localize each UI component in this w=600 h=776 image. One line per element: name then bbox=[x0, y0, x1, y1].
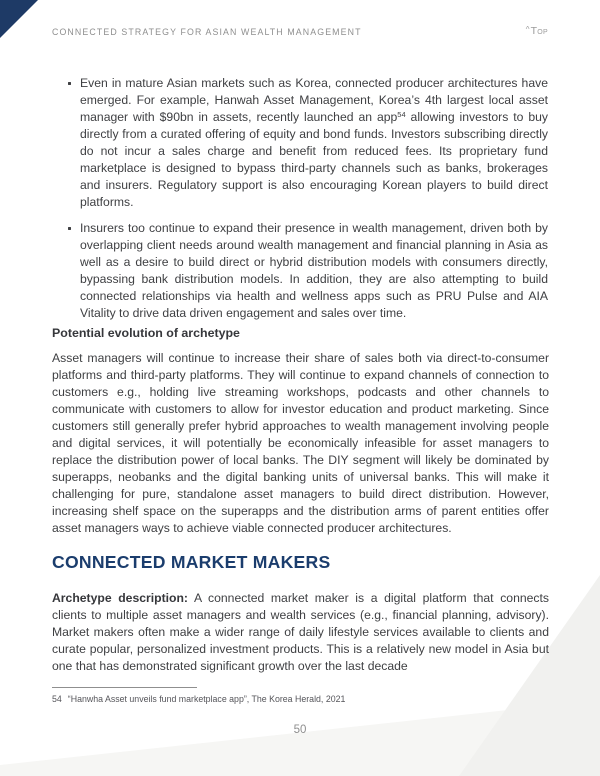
running-header-title: CONNECTED STRATEGY FOR ASIAN WEALTH MANAGEMENT bbox=[52, 27, 362, 37]
body-paragraph bbox=[52, 590, 549, 675]
footnote-reference: 54 bbox=[397, 110, 406, 119]
footnote-text: “Hanwha Asset unveils fund marketplace app”, The Korea Herald, 2021 bbox=[67, 694, 346, 704]
footnote-number: 54 bbox=[52, 694, 62, 704]
back-to-top-link[interactable] bbox=[526, 25, 548, 37]
list-item bbox=[68, 220, 548, 322]
corner-accent-triangle bbox=[0, 0, 38, 38]
bullet-text: Even in mature Asian markets such as Korea, connected producer architectures have emerged. For example, Hanwah Asset Management, Korea’s 4th largest local asset manager with $90bn in assets, recently launched an app bbox=[80, 76, 548, 124]
paragraph-text: A connected market maker is a digital platform that connects clients to multiple asset managers and wealth services (e.g., financial planning, advisory). Market makers often make a wider range of daily lifestyle services available to clients and curate popular, personalized investment products. This is a relatively new model in Asia but one that has demonstrated significant growth over the last decade bbox=[52, 591, 549, 673]
bullet-list bbox=[68, 75, 548, 331]
footnote-divider bbox=[52, 687, 197, 688]
bullet-icon bbox=[68, 82, 71, 85]
bullet-text: Insurers too continue to expand their presence in wealth management, driven both by overlapping client needs around wealth management and financial planning in Asia as well as a desire to build direct or hybrid distribution models with consumers directly, bypassing bank distribution models. In addition, they are also attempting to build connected relationships via health and wellness apps such as PRU Pulse and AIA Vitality to drive data driven engagement and sales over time. bbox=[80, 221, 548, 320]
page-number: 50 bbox=[293, 724, 307, 736]
bullet-text: allowing investors to buy directly from a curated offering of equity and bond funds. Investors subscribing directly do not incur a sales charge and benefit from reduced fees. Its proprietary fund marketplace is designed to bypass third-party channels such as banks, brokerages and insurers. Regulatory support is also encouraging Korean players to build direct platforms. bbox=[80, 110, 548, 209]
subsection-heading: Potential evolution of archetype bbox=[52, 326, 240, 340]
section-heading: CONNECTED MARKET MAKERS bbox=[52, 552, 331, 572]
footnote bbox=[52, 694, 512, 704]
paragraph-lead-in: Archetype description: bbox=[52, 591, 188, 605]
caret-up-icon: ^ bbox=[525, 25, 530, 34]
body-paragraph: Asset managers will continue to increase their share of sales both via direct-to-consumer platforms and third-party platforms. They will continue to expand channels of connection to customers e.g., holding live streaming workshops, podcasts and other channels to communicate with customers to allow for investor education and product marketing. Since customers still generally prefer hybrid approaches to wealth management involving people and digital services, it will potentially be economically infeasible for asset managers to replace the distribution power of local banks. The DIY segment will likely be dominated by superapps, neobanks and the digital banking units of universal banks. This will make it challenging for pure, standalone asset managers to build direct distribution. However, increasing shelf space on the superapps and the distribution arms of parent entities offer asset managers ways to achieve viable connected producer architectures. bbox=[52, 351, 549, 535]
list-item bbox=[68, 75, 548, 211]
back-to-top-label: Top bbox=[530, 25, 548, 37]
bullet-icon bbox=[68, 227, 71, 230]
